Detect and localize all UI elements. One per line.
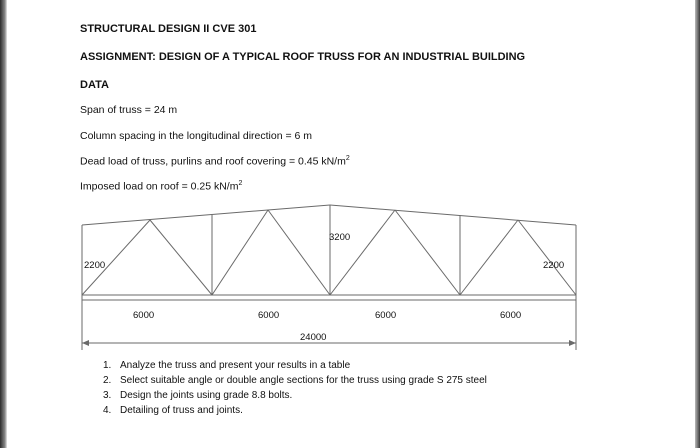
diagonal-1 (82, 220, 150, 295)
panel-label-3: 6000 (375, 310, 397, 321)
span-text: Span of truss = 24 m (80, 104, 178, 116)
mid-height-label: 3200 (329, 232, 351, 243)
left-height-label: 2200 (84, 260, 106, 271)
column-spacing-text: Column spacing in the longitudinal direction = 6 m (80, 130, 313, 142)
panel-label-2: 6000 (258, 310, 280, 321)
task-list (103, 358, 487, 418)
right-height-label: 2200 (543, 260, 565, 271)
diagonal-4 (268, 210, 330, 295)
diagonal-5 (330, 210, 395, 295)
diagonal-6 (395, 210, 460, 295)
imposed-load-value: Imposed load on roof = 0.25 kN/m (80, 180, 239, 193)
top-chord-left (82, 205, 330, 225)
task-text: Analyze the truss and present your results in a table (120, 360, 351, 371)
arrow-right (569, 340, 576, 346)
task-number: 1. (103, 360, 112, 371)
dead-load-exponent: 2 (345, 155, 350, 162)
dead-load-value: Dead load of truss, purlins and roof covering = 0.45 kN/m (80, 155, 346, 168)
course-title: STRUCTURAL DESIGN II CVE 301 (80, 23, 257, 35)
task-number: 4. (103, 405, 112, 416)
assignment-title: ASSIGNMENT: DESIGN OF A TYPICAL ROOF TRUSS FOR AN INDUSTRIAL BUILDING (80, 51, 526, 63)
imposed-load-exponent: 2 (238, 180, 243, 187)
data-heading: DATA (80, 79, 109, 91)
total-span-label: 24000 (300, 332, 327, 343)
diagonal-3 (212, 210, 268, 295)
panel-label-4: 6000 (500, 310, 522, 321)
arrow-left (82, 340, 89, 346)
task-text: Design the joints using grade 8.8 bolts. (120, 390, 293, 401)
diagonal-8 (518, 220, 576, 295)
task-item (103, 358, 487, 373)
task-item (103, 403, 487, 418)
panel-label-1: 6000 (133, 310, 155, 321)
task-text: Select suitable angle or double angle sections for the truss using grade S 275 steel (120, 375, 487, 386)
task-item (103, 373, 487, 388)
task-number: 2. (103, 375, 112, 386)
diagonal-2 (150, 220, 212, 295)
truss-members (82, 205, 576, 350)
diagonal-7 (460, 220, 518, 295)
top-chord-right (330, 205, 576, 225)
task-text: Detailing of truss and joints. (120, 405, 243, 416)
task-item (103, 388, 487, 403)
task-number: 3. (103, 390, 112, 401)
